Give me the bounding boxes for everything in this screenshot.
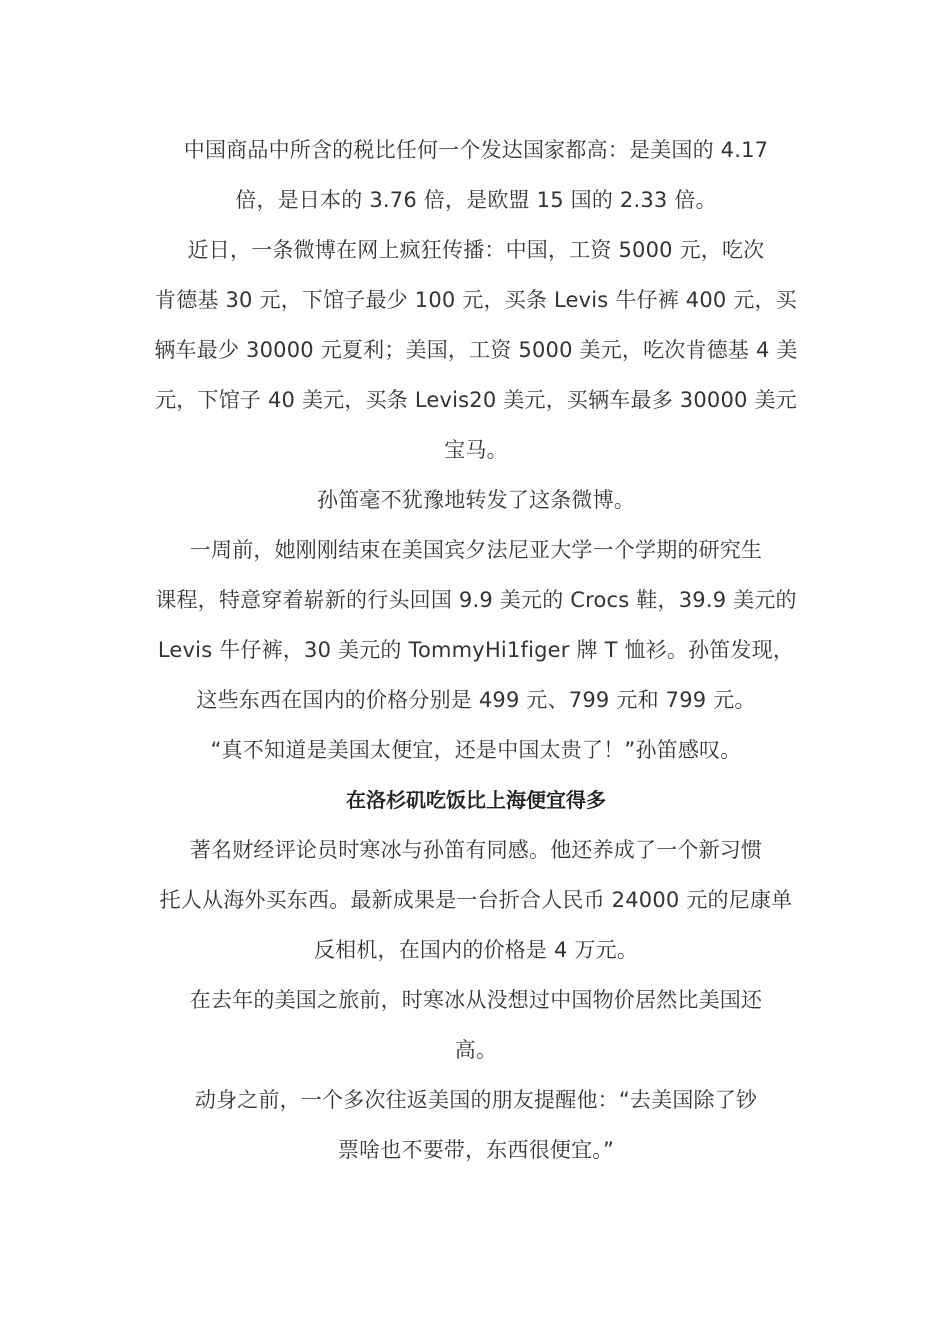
paragraph-friend-advice [145, 1075, 807, 1175]
text-line: 动身之前，一个多次往返美国的朋友提醒他：“去美国除了钞 [194, 1088, 758, 1112]
paragraph-purchases [145, 525, 807, 725]
text-line: 课程，特意穿着崭新的行头回国 9.9 美元的 Crocs 鞋，39.9 美元的 [155, 588, 797, 612]
text-line: 著名财经评论员时寒冰与孙笛有同感。他还养成了一个新习惯 [189, 838, 763, 862]
text-line: 孙笛毫不犹豫地转发了这条微博。 [317, 488, 635, 512]
article-body [145, 125, 807, 1175]
text-line: 反相机，在国内的价格是 4 万元。 [313, 938, 639, 962]
paragraph-tax-comparison [145, 125, 807, 225]
paragraph-repost [145, 475, 807, 525]
text-line: “真不知道是美国太便宜，还是中国太贵了！”孙笛感叹。 [210, 738, 742, 762]
text-line: 宝马。 [444, 438, 508, 462]
paragraph-weibo-post [145, 225, 807, 475]
text-line: 一周前，她刚刚结束在美国宾夕法尼亚大学一个学期的研究生 [189, 538, 763, 562]
text-line: 辆车最少 30000 元夏利；美国，工资 5000 美元，吃次肯德基 4 美 [154, 338, 798, 362]
text-line: 元，下馆子 40 美元，买条 Levis20 美元，买辆车最多 30000 美元 [155, 388, 797, 412]
text-line: 票啥也不要带，东西很便宜。” [337, 1138, 615, 1162]
text-line: 高。 [454, 1038, 498, 1062]
paragraph-quote [145, 725, 807, 775]
section-heading: 在洛杉矶吃饭比上海便宜得多 [346, 788, 606, 812]
paragraph-trip [145, 975, 807, 1075]
text-line: 中国商品中所含的税比任何一个发达国家都高：是美国的 4.17 [183, 138, 769, 162]
text-line: 这些东西在国内的价格分别是 499 元、799 元和 799 元。 [196, 688, 756, 712]
paragraph-commentator [145, 825, 807, 975]
text-line: Levis 牛仔裤，30 美元的 TommyHi1figer 牌 T 恤衫。孙笛发现， [157, 638, 795, 662]
text-line: 近日，一条微博在网上疯狂传播：中国，工资 5000 元，吃次 [187, 238, 765, 262]
text-line: 在去年的美国之旅前，时寒冰从没想过中国物价居然比美国还 [189, 988, 763, 1012]
text-line: 肯德基 30 元，下馆子最少 100 元，买条 Levis 牛仔裤 400 元，买 [155, 288, 797, 312]
text-line: 倍，是日本的 3.76 倍，是欧盟 15 国的 2.33 倍。 [235, 188, 717, 212]
text-line: 托人从海外买东西。最新成果是一台折合人民币 24000 元的尼康单 [159, 888, 793, 912]
